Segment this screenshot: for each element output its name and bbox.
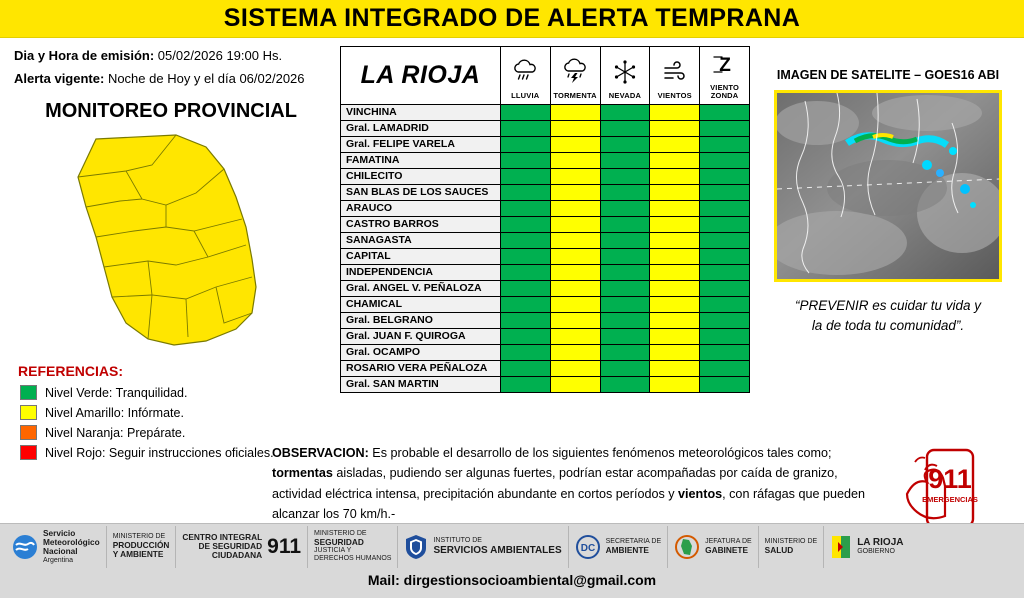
table-row <box>341 152 750 168</box>
alert-cell <box>550 104 600 120</box>
table-row <box>341 200 750 216</box>
prevention-quote <box>752 296 1024 337</box>
secretaria-line2: AMBIENTE <box>605 544 649 555</box>
reference-item-orange <box>20 425 328 440</box>
column-header-lluvia <box>500 47 550 105</box>
observation-text-3: , con ráfagas que pueden alcanzar los 70 km/h.- <box>272 486 865 522</box>
alert-cell <box>600 184 650 200</box>
table-row <box>341 264 750 280</box>
alert-cell <box>550 344 600 360</box>
salud-line1: MINISTERIO DE <box>764 537 818 545</box>
alert-cell <box>700 152 750 168</box>
alert-cell <box>700 120 750 136</box>
alert-cell <box>500 328 550 344</box>
validity-label: Alerta vigente: <box>14 71 105 86</box>
alert-cell <box>500 232 550 248</box>
alert-cell <box>550 328 600 344</box>
alert-cell <box>600 280 650 296</box>
monitoring-title: MONITOREO PROVINCIAL <box>45 100 297 122</box>
dc-circle-icon <box>575 534 601 560</box>
alert-cell <box>550 152 600 168</box>
alert-cell <box>700 344 750 360</box>
alert-cell <box>700 280 750 296</box>
alert-cell <box>500 104 550 120</box>
department-name: ARAUCO <box>341 200 501 216</box>
swatch-yellow <box>20 405 37 420</box>
svg-text:DC: DC <box>580 542 595 554</box>
alert-cell <box>500 120 550 136</box>
alert-cell <box>550 200 600 216</box>
swatch-green <box>20 385 37 400</box>
page-title: SISTEMA INTEGRADO DE ALERTA TEMPRANA <box>223 4 801 32</box>
reference-item-green <box>20 385 328 400</box>
snow-icon <box>602 58 649 92</box>
table-row <box>341 136 750 152</box>
logo-centro-text <box>182 533 262 561</box>
logo-smn-text <box>43 529 100 565</box>
satellite-image <box>774 90 1002 282</box>
alert-cell <box>500 216 550 232</box>
alert-cell <box>550 120 600 136</box>
alert-cell <box>500 280 550 296</box>
table-row <box>341 216 750 232</box>
la-rioja-flag-icon <box>830 534 852 560</box>
swatch-red <box>20 445 37 460</box>
alert-cell <box>500 136 550 152</box>
alert-cell <box>600 120 650 136</box>
footer-logos <box>0 524 1024 569</box>
alert-cell <box>650 216 700 232</box>
table-header-row <box>341 47 750 105</box>
alert-cell <box>500 296 550 312</box>
alert-cell <box>550 264 600 280</box>
seguridad-line4: DERECHOS HUMANOS <box>314 555 392 563</box>
alert-cell <box>550 168 600 184</box>
emission-line <box>14 48 328 63</box>
alert-cell <box>700 376 750 392</box>
department-name: Gral. SAN MARTIN <box>341 376 501 392</box>
province-name: LA RIOJA <box>341 47 501 105</box>
alert-cell <box>650 328 700 344</box>
larioja-line2: GOBIERNO <box>857 548 895 556</box>
emission-value: 05/02/2026 19:00 Hs. <box>157 48 283 63</box>
alert-cell <box>600 264 650 280</box>
table-row <box>341 120 750 136</box>
smn-line2: Meteorológico <box>43 536 100 547</box>
produccion-line3: Y AMBIENTE <box>112 549 164 560</box>
alert-cell <box>650 248 700 264</box>
alert-cell <box>700 296 750 312</box>
alert-cell <box>650 152 700 168</box>
alert-cell <box>550 136 600 152</box>
table-row <box>341 360 750 376</box>
quote-line-1: “PREVENIR es cuidar tu vida y <box>794 298 982 313</box>
column-header-vientos <box>650 47 700 105</box>
alert-cell <box>650 312 700 328</box>
alert-cell <box>600 248 650 264</box>
produccion-line2: PRODUCCIÓN <box>112 540 170 551</box>
department-name: Gral. OCAMPO <box>341 344 501 360</box>
alert-cell <box>600 360 650 376</box>
centro-911-badge: 911 <box>267 534 302 558</box>
department-name: CAPITAL <box>341 248 501 264</box>
alert-cell <box>500 312 550 328</box>
alert-cell <box>700 168 750 184</box>
references-title: REFERENCIAS: <box>18 363 124 379</box>
alert-cell <box>550 296 600 312</box>
observation-bold-1: tormentas <box>272 466 333 481</box>
logo-seguridad-text <box>314 530 391 563</box>
logo-smn <box>6 526 107 568</box>
department-name: FAMATINA <box>341 152 501 168</box>
alert-cell <box>600 344 650 360</box>
table-row <box>341 328 750 344</box>
table-row <box>341 312 750 328</box>
alert-cell <box>550 312 600 328</box>
column-label-lluvia: LLUVIA <box>511 90 540 100</box>
observation-text-2: aisladas, pudiendo ser algunas fuertes, podrían estar acompañadas por caída de granizo, actividad eléctrica intensa, precipitación abundante en cortos períodos y <box>272 466 838 501</box>
alert-cell <box>650 264 700 280</box>
reference-label-yellow: Nivel Amarillo: Infórmate. <box>45 405 184 420</box>
logo-jefatura-gabinete <box>668 526 759 568</box>
column-label-tormenta: TORMENTA <box>553 90 597 100</box>
wind-icon <box>651 58 698 92</box>
table-row <box>341 280 750 296</box>
province-shape-icon <box>674 534 700 560</box>
table-row <box>341 104 750 120</box>
logo-secretaria-ambiente <box>569 526 669 568</box>
alert-cell <box>550 248 600 264</box>
contact-mail: Mail: dirgestionsocioambiental@gmail.com <box>367 572 657 588</box>
reference-label-red: Nivel Rojo: Seguir instrucciones oficiales. <box>45 445 274 460</box>
table-row <box>341 248 750 264</box>
department-name: CASTRO BARROS <box>341 216 501 232</box>
province-map <box>14 127 328 357</box>
alert-cell <box>600 312 650 328</box>
seguridad-line1: MINISTERIO DE <box>314 530 367 538</box>
alert-cell <box>700 136 750 152</box>
department-name: INDEPENDENCIA <box>341 264 501 280</box>
centro-line1: CENTRO INTEGRAL <box>182 531 263 542</box>
alert-cell <box>550 376 600 392</box>
observation-block <box>272 443 880 525</box>
alert-cell <box>600 168 650 184</box>
reference-label-orange: Nivel Naranja: Prepárate. <box>45 425 186 440</box>
footer <box>0 523 1024 598</box>
smn-line4: Argentina <box>43 556 73 564</box>
alert-cell <box>550 280 600 296</box>
observation-label: OBSERVACION: <box>272 446 369 460</box>
department-name: CHAMICAL <box>341 296 501 312</box>
alert-cell <box>700 232 750 248</box>
salud-line2: SALUD <box>764 544 794 555</box>
logo-salud-text <box>765 538 818 555</box>
alert-cell <box>700 312 750 328</box>
emission-label: Dia y Hora de emisión: <box>14 48 155 63</box>
alert-cell <box>700 200 750 216</box>
alert-cell <box>700 216 750 232</box>
logo-centro-911 <box>176 526 308 568</box>
secretaria-line1: SECRETARIA DE <box>605 537 662 545</box>
instituto-line2: SERVICIOS AMBIENTALES <box>433 544 562 556</box>
alert-cell <box>600 232 650 248</box>
alert-cell <box>500 264 550 280</box>
alert-cell <box>550 232 600 248</box>
column-label-vientos: VIENTOS <box>657 90 692 100</box>
smn-icon <box>12 534 38 560</box>
department-name: Gral. LAMADRID <box>341 120 501 136</box>
logo-instituto-servicios-ambientales <box>398 526 568 568</box>
column-header-tormenta <box>550 47 600 105</box>
satellite-title: IMAGEN DE SATELITE – GOES16 ABI <box>776 68 1000 82</box>
larioja-line1: LA RIOJA <box>857 536 904 548</box>
logo-ministerio-salud <box>759 526 825 568</box>
instituto-line1: INSTITUTO DE <box>433 536 482 544</box>
department-name: SANAGASTA <box>341 232 501 248</box>
column-label-nevada: NEVADA <box>608 90 642 100</box>
logo-instituto-text <box>433 537 561 556</box>
storm-icon <box>552 58 599 92</box>
alert-cell <box>550 184 600 200</box>
jefatura-line1: JEFATURA DE <box>705 537 752 545</box>
table-row <box>341 376 750 392</box>
alert-cell <box>600 296 650 312</box>
logo-produccion-text <box>113 533 170 559</box>
logo-la-rioja-text <box>857 537 903 556</box>
table-row <box>341 296 750 312</box>
swatch-orange <box>20 425 37 440</box>
department-name: Gral. BELGRANO <box>341 312 501 328</box>
observation-bold-2: vientos <box>678 486 723 501</box>
department-name: Gral. ANGEL V. PEÑALOZA <box>341 280 501 296</box>
table-row <box>341 344 750 360</box>
satellite-image-svg <box>777 93 999 279</box>
department-name: ROSARIO VERA PEÑALOZA <box>341 360 501 376</box>
jefatura-line2: GABINETE <box>705 544 748 555</box>
department-name: VINCHINA <box>341 104 501 120</box>
validity-line <box>14 71 328 86</box>
alert-cell <box>650 360 700 376</box>
alert-cell <box>500 200 550 216</box>
svg-text:911: 911 <box>928 464 972 494</box>
column-header-viento-zonda <box>700 47 750 105</box>
alert-cell <box>500 376 550 392</box>
alert-cell <box>500 344 550 360</box>
la-rioja-map-svg <box>56 127 286 355</box>
logo-ministerio-produccion <box>107 526 177 568</box>
alert-cell <box>500 248 550 264</box>
body-area <box>0 38 1024 523</box>
alerts-table-container <box>340 46 750 393</box>
smn-line1: Servicio <box>43 527 76 538</box>
alert-cell <box>600 216 650 232</box>
department-name: SAN BLAS DE LOS SAUCES <box>341 184 501 200</box>
shield-icon <box>404 534 428 560</box>
reference-label-green: Nivel Verde: Tranquilidad. <box>45 385 188 400</box>
logo-ministerio-seguridad <box>308 526 398 568</box>
alert-cell <box>700 360 750 376</box>
department-name: CHILECITO <box>341 168 501 184</box>
alert-cell <box>650 200 700 216</box>
centro-line2: DE SEGURIDAD <box>198 540 263 551</box>
smn-line3: Nacional <box>43 546 78 557</box>
produccion-line1: MINISTERIO DE <box>112 533 166 541</box>
zonda-wind-icon <box>701 50 748 84</box>
svg-text:EMERGENCIAS: EMERGENCIAS <box>922 495 978 504</box>
seguridad-line2: SEGURIDAD <box>314 536 364 547</box>
logo-secretaria-text <box>606 538 662 555</box>
table-row <box>341 168 750 184</box>
alert-cell <box>500 360 550 376</box>
alert-cell <box>650 376 700 392</box>
alert-cell <box>600 328 650 344</box>
alert-cell <box>600 136 650 152</box>
svg-text:Z: Z <box>718 55 731 76</box>
alert-cell <box>650 344 700 360</box>
alert-cell <box>550 360 600 376</box>
alert-cell <box>600 200 650 216</box>
column-label-viento-zonda: VIENTO ZONDA <box>710 83 740 100</box>
alert-cell <box>600 376 650 392</box>
alert-cell <box>700 328 750 344</box>
alert-cell <box>650 104 700 120</box>
alert-cell <box>500 152 550 168</box>
alert-cell <box>550 216 600 232</box>
alert-cell <box>650 168 700 184</box>
alert-cell <box>700 248 750 264</box>
alert-cell <box>650 232 700 248</box>
alert-cell <box>500 168 550 184</box>
alerts-table <box>340 46 750 393</box>
reference-item-yellow <box>20 405 328 420</box>
alert-cell <box>500 184 550 200</box>
table-row <box>341 184 750 200</box>
page-header <box>0 0 1024 38</box>
alert-cell <box>700 264 750 280</box>
rain-icon <box>502 58 549 92</box>
centro-line3: CIUDADANA <box>211 550 263 561</box>
department-name: Gral. JUAN F. QUIROGA <box>341 328 501 344</box>
quote-line-2: la de toda tu comunidad”. <box>811 318 965 334</box>
alert-cell <box>700 184 750 200</box>
logo-jefatura-text <box>705 538 752 555</box>
alert-cell <box>600 104 650 120</box>
seguridad-line3: JUSTICIA Y <box>314 547 352 555</box>
alert-cell <box>600 152 650 168</box>
alert-cell <box>650 296 700 312</box>
validity-value: Noche de Hoy y el día 06/02/2026 <box>107 71 305 86</box>
right-column <box>752 46 1024 504</box>
logo-la-rioja-gobierno <box>824 526 909 568</box>
observation-text-1: Es probable el desarrollo de los siguientes fenómenos meteorológicos tales como; <box>368 446 832 460</box>
table-row <box>341 232 750 248</box>
alert-cell <box>650 184 700 200</box>
department-name: Gral. FELIPE VARELA <box>341 136 501 152</box>
alert-cell <box>700 104 750 120</box>
alert-cell <box>650 280 700 296</box>
alert-cell <box>650 136 700 152</box>
alerts-table-body <box>341 104 750 392</box>
column-header-nevada <box>600 47 650 105</box>
alert-cell <box>650 120 700 136</box>
